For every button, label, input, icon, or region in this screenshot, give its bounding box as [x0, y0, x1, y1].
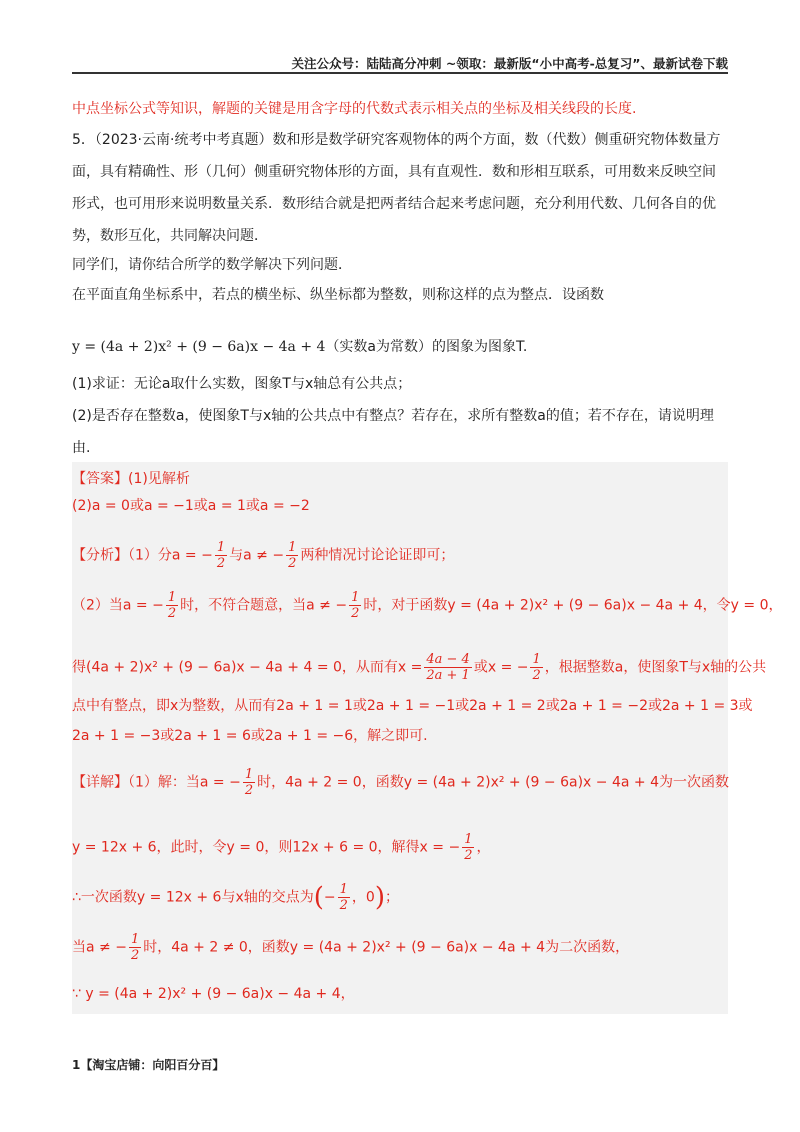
fraction-half [349, 590, 361, 621]
question-number: 5． [72, 132, 95, 148]
fraction-numerator: 1 [288, 540, 297, 555]
fraction-numerator: 1 [130, 932, 140, 947]
analysis-line-4: 点中有整点，即x为整数，从而有2a + 1 = 1或2a + 1 = −1或2a + 1 = 2或2a + 1 = −2或2a + 1 = 3或 [72, 698, 753, 714]
fraction-numerator: 1 [216, 540, 226, 555]
detail-text: ，0 [351, 889, 375, 906]
fraction-denominator: 2 [167, 606, 177, 621]
fraction-denominator: 2 [244, 783, 254, 798]
analysis-text: （2）当a = − [72, 597, 164, 614]
analysis-text: 或x = − [473, 659, 529, 676]
page-footer [72, 1056, 224, 1073]
function-note: （实数a为常数）的图象为图象T. [325, 339, 528, 355]
question-line-2: 面，具有精确性、形（几何）侧重研究物体形的方面，具有直观性．数和形相互联系，可用数来反映空间 [72, 164, 716, 180]
right-paren: ) [374, 882, 385, 913]
analysis-text: （1）分a = − [128, 547, 213, 564]
analysis-line-3 [72, 652, 766, 683]
fraction-half [129, 932, 141, 963]
fraction-half [462, 832, 474, 863]
fraction-numerator: 1 [339, 882, 348, 897]
page-number: 1 [72, 1058, 81, 1072]
fraction-denominator: 2a + 1 [426, 668, 470, 683]
fraction-half [215, 540, 227, 571]
detail-text: 时，4a + 2 = 0，函数y = (4a + 2)x² + (9 − 6a)x − 4a + 4为一次函数 [257, 774, 729, 791]
intro-line: 中点坐标公式等知识，解题的关键是用含字母的代数式表示相关点的坐标及相关线段的长度. [72, 101, 637, 117]
page-header: 关注公众号：陆陆高分冲刺 ~领取：最新版“小中高考-总复习”、最新试卷下载 [291, 56, 728, 71]
detail-line-4 [72, 932, 629, 963]
analysis-label: 【分析】 [72, 547, 128, 564]
analysis-text: ，根据整数a，使图象T与x轴的公共 [544, 659, 767, 676]
function-definition [72, 338, 527, 356]
fraction-denominator: 2 [130, 948, 140, 963]
fraction-denominator: 2 [351, 606, 360, 621]
fraction-numerator: 4a − 4 [426, 652, 470, 667]
detail-text: 时，4a + 2 ≠ 0，函数y = (4a + 2)x² + (9 − 6a)x − 4a + 4为二次函数， [143, 939, 630, 956]
fraction-half [338, 882, 350, 913]
fraction-denominator: 2 [216, 556, 226, 571]
detail-text: ； [385, 889, 399, 906]
question-line-6: 在平面直角坐标系中，若点的横坐标、纵坐标都为整数，则称这样的点为整点．设函数 [72, 287, 604, 303]
fraction-numerator: 1 [351, 590, 360, 605]
analysis-line-1 [72, 540, 454, 571]
fraction-numerator: 1 [532, 652, 541, 667]
fraction-half [530, 652, 542, 683]
question-line-4: 势，数形互化，共同解决问题． [72, 228, 268, 244]
fraction-root [424, 652, 471, 683]
answer-label: 【答案】 [72, 471, 128, 487]
header-divider [72, 72, 728, 74]
analysis-text: 时，不符合题意，当a ≠ − [180, 597, 348, 614]
detail-line-2 [72, 832, 490, 863]
detail-line-1 [72, 767, 729, 798]
fraction-half [286, 540, 298, 571]
fraction-numerator: 1 [244, 767, 254, 782]
analysis-text: 两种情况讨论论证即可； [300, 547, 455, 564]
analysis-line-2 [72, 590, 782, 621]
fraction-numerator: 1 [167, 590, 177, 605]
fraction-denominator: 2 [464, 848, 473, 863]
detail-text: （1）解：当a = − [128, 774, 241, 791]
fraction-half [243, 767, 255, 798]
detail-text: y = 12x + 6，此时，令y = 0，则12x + 6 = 0，解得x = − [72, 839, 461, 856]
detail-line-5: ∵ y = (4a + 2)x² + (9 − 6a)x − 4a + 4， [72, 986, 355, 1002]
left-paren: ( [313, 882, 324, 913]
analysis-line-5: 2a + 1 = −3或2a + 1 = 6或2a + 1 = −6，解之即可. [72, 728, 428, 744]
function-formula: y = (4a + 2)x² + (9 − 6a)x − 4a + 4 [72, 339, 326, 355]
fraction-half [166, 590, 178, 621]
answer-part-1: (1)见解析 [128, 471, 190, 487]
question-line-5: 同学们，请你结合所学的数学解决下列问题． [72, 257, 352, 273]
fraction-numerator: 1 [464, 832, 473, 847]
detail-label: 【详解】 [72, 774, 128, 791]
detail-text: ∴一次函数y = 12x + 6与x轴的交点为 [72, 889, 314, 906]
answer-line-1 [72, 470, 190, 488]
analysis-text: 时，对于函数y = (4a + 2)x² + (9 − 6a)x − 4a + 4，令y = 0， [363, 597, 783, 614]
detail-line-3 [72, 882, 399, 913]
minus-sign: − [323, 889, 336, 906]
analysis-text: 与a ≠ − [229, 547, 285, 564]
detail-text: ， [476, 839, 491, 856]
question-text: 数和形是数学研究客观物体的两个方面，数（代数）侧重研究物体数量方 [272, 132, 721, 148]
detail-text: 当a ≠ − [72, 939, 127, 956]
part-2-prompt: (2)是否存在整数a，使图象T与x轴的公共点中有整点？若存在，求所有整数a的值；若不存在，请说明理 [72, 408, 714, 424]
question-source: （2023·云南·统考中考真题） [94, 132, 273, 148]
shop-name: 【淘宝店铺：向阳百分百】 [80, 1058, 225, 1072]
question-line-3: 形式，也可用形来说明数量关系．数形结合就是把两者结合起来考虑问题，充分利用代数、几何各自的优 [72, 196, 716, 212]
fraction-denominator: 2 [339, 898, 348, 913]
question-line-1 [72, 131, 720, 149]
part-1-prompt: (1)求证：无论a取什么实数，图象T与x轴总有公共点； [72, 376, 412, 392]
answer-part-2: (2)a = 0或a = −1或a = 1或a = −2 [72, 498, 310, 514]
fraction-denominator: 2 [532, 668, 541, 683]
fraction-denominator: 2 [288, 556, 297, 571]
analysis-text: 得(4a + 2)x² + (9 − 6a)x − 4a + 4 = 0，从而有x = [72, 659, 423, 676]
part-2-prompt-end: 由. [72, 440, 91, 456]
